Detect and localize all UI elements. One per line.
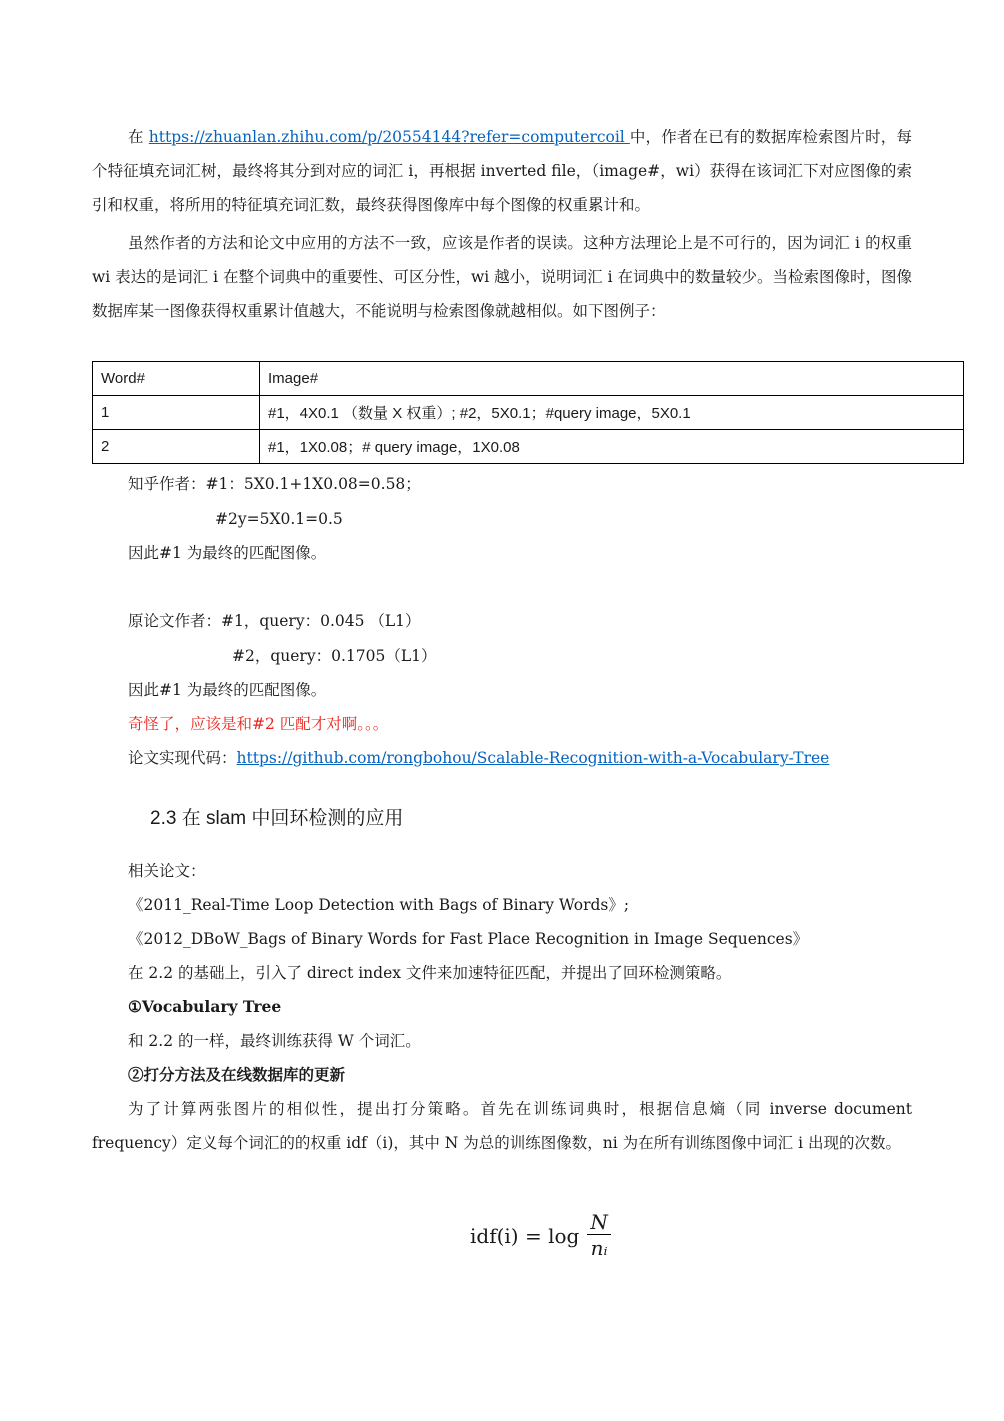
zhihu-calc-2: #2y=5X0.1=0.5 bbox=[215, 510, 343, 528]
formula-lhs: idf(i) = log bbox=[470, 1223, 580, 1248]
idf-formula bbox=[470, 1210, 611, 1261]
section-heading: 2.3 在 slam 中回环检测的应用 bbox=[150, 808, 404, 829]
scoring-paragraph: 为了计算两张图片的相似性，提出打分策略。首先在训练词典时，根据信息熵（同 inverse document frequency）定义每个词汇的的权重 idf（i)，其中 N 为总的训练图像数，ni 为在所有训练图像中词汇 i 出现的次数。 bbox=[92, 1100, 912, 1152]
word-image-table bbox=[92, 361, 964, 464]
table-cell: 2 bbox=[93, 430, 260, 464]
table-row bbox=[93, 430, 964, 464]
section-intro: 在 2.2 的基础上，引入了 direct index 文件来加速特征匹配，并提出了回环检测策略。 bbox=[128, 964, 732, 982]
intro-rest: 中，作者在已有的数据库检索图片时，每个特征填充词汇树，最终将其分到对应的词汇 i，再根据 inverted file，（image#，wi）获得在该词汇下对应图像的索引和权重，将所用的特征填充词汇数，最终获得图像库中每个图像的权重累计和。 bbox=[92, 128, 912, 214]
reference-2: 《2012_DBoW_Bags of Binary Words for Fast Place Recognition in Image Sequences》 bbox=[128, 930, 809, 948]
subheading-vocabulary-tree: ①Vocabulary Tree bbox=[128, 997, 282, 1016]
intro-lead: 在 bbox=[128, 128, 149, 146]
subheading-scoring: ②打分方法及在线数据库的更新 bbox=[128, 1065, 346, 1084]
conclusion-1: 因此#1 为最终的匹配图像。 bbox=[128, 544, 327, 562]
intro-paragraph-2: 虽然作者的方法和论文中应用的方法不一致，应该是作者的误读。这种方法理论上是不可行的，因为词汇 i 的权重 wi 表达的是词汇 i 在整个词典中的重要性、可区分性，wi 越小，说明词汇 i 在词典中的数量较少。当检索图像时，图像数据库某一图像获得权重累计值越大，不能说明与检索图像就越相似。如下图例子： bbox=[92, 234, 912, 320]
table-header-cell: Image# bbox=[260, 362, 964, 396]
code-label: 论文实现代码： bbox=[128, 749, 237, 767]
zhihu-link[interactable]: https://zhuanlan.zhihu.com/p/20554144?refer=computercoil bbox=[148, 128, 630, 146]
table-cell: #1，1X0.08；# query image，1X0.08 bbox=[260, 430, 964, 464]
table-cell: #1，4X0.1 （数量 X 权重）; #2，5X0.1；#query image，5X0.1 bbox=[260, 396, 964, 430]
formula-denominator: nᵢ bbox=[590, 1236, 608, 1260]
zhihu-calc: 知乎作者：#1：5X0.1+1X0.08=0.58； bbox=[128, 475, 421, 493]
reference-1: 《2011_Real-Time Loop Detection with Bags of Binary Words》; bbox=[128, 896, 630, 914]
formula-fraction bbox=[587, 1210, 611, 1261]
table-header-row bbox=[93, 362, 964, 396]
odd-remark: 奇怪了，应该是和#2 匹配才对啊。。。 bbox=[128, 715, 389, 733]
table-cell: 1 bbox=[93, 396, 260, 430]
paper-calc-2: #2，query：0.1705（L1） bbox=[232, 647, 437, 665]
vocabulary-tree-text: 和 2.2 的一样，最终训练获得 W 个词汇。 bbox=[128, 1032, 421, 1050]
github-link[interactable]: https://github.com/rongbohou/Scalable-Recognition-with-a-Vocabulary-Tree bbox=[236, 749, 830, 767]
conclusion-2: 因此#1 为最终的匹配图像。 bbox=[128, 681, 327, 699]
code-line bbox=[128, 748, 829, 768]
table-header-cell: Word# bbox=[93, 362, 260, 396]
paper-calc: 原论文作者：#1，query：0.045 （L1） bbox=[128, 612, 421, 630]
intro-paragraph-1 bbox=[92, 120, 912, 222]
formula-numerator: N bbox=[587, 1210, 611, 1235]
table-row bbox=[93, 396, 964, 430]
related-label: 相关论文： bbox=[128, 862, 206, 880]
